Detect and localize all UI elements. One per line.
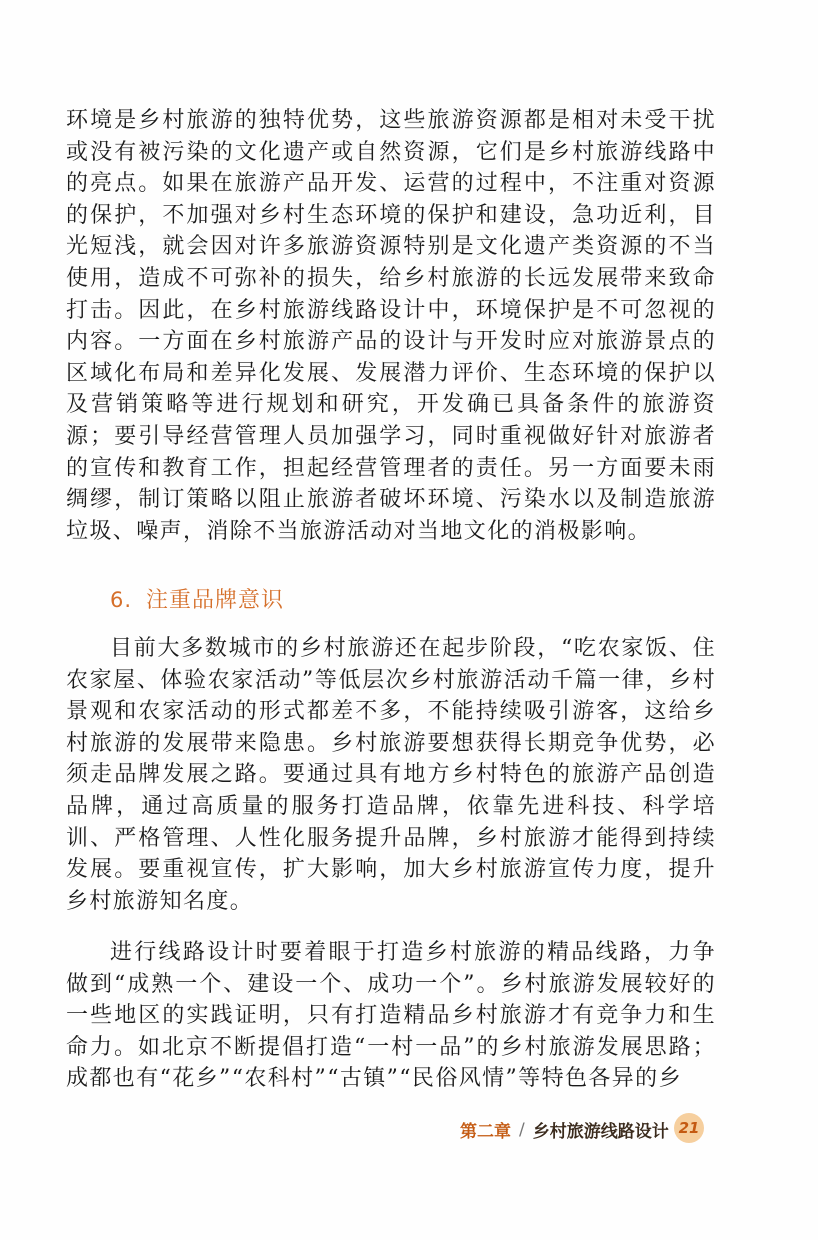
footer-separator: / — [519, 1119, 525, 1140]
footer-title: 乡村旅游线路设计 — [532, 1122, 669, 1142]
section-number: 6. — [110, 588, 133, 612]
paragraph: 环境是乡村旅游的独特优势，这些旅游资源都是相对未受干扰或没有被污染的文化遗产或自然资源，它们是乡村旅游线路中的亮点。如果在旅游产品开发、运营的过程中，不注重对资源的保护，不加强对乡村生态环境的保护和建设，急功近利，目光短浅，就会因对许多旅游资源特别是文化遗产类资源的不当使用，造成不可弥补的损失，给乡村旅游的长远发展带来致命打击。因此，在乡村旅游线路设计中，环境保护是不可忽视的内容。一方面在乡村旅游产品的设计与开发时应对旅游景点的区域化布局和差异化发展、发展潜力评价、生态环境的保护以及营销策略等进行规划和研究，开发确已具备条件的旅游资源；要引导经营管理人员加强学习，同时重视做好针对旅游者的宣传和教育工作，担起经营管理者的责任。另一方面要未雨绸缪，制订策略以阻止旅游者破坏环境、污染水以及制造旅游垃圾、噪声，消除不当旅游活动对当地文化的消极影响。 — [66, 108, 716, 544]
section-title: 注重品牌意识 — [146, 588, 285, 613]
paragraph: 进行线路设计时要着眼于打造乡村旅游的精品线路，力争做到“成熟一个、建设一个、成功一个”。乡村旅游发展较好的一些地区的实践证明，只有打造精品乡村旅游才有竞争力和生命力。如北京不断提倡打造“一村一品”的乡村旅游发展思路；成都也有“花乡”“农科村”“古镇”“民俗风情”等特色各异的乡 — [66, 940, 716, 1092]
paragraph: 目前大多数城市的乡村旅游还在起步阶段，“吃农家饭、住农家屋、体验农家活动”等低层次乡村旅游活动千篇一律，乡村景观和农家活动的形式都差不多，不能持续吸引游客，这给乡村旅游的发展带来隐患。乡村旅游要想获得长期竞争优势，必须走品牌发展之路。要通过具有地方乡村特色的旅游产品创造品牌，通过高质量的服务打造品牌，依靠先进科技、科学培训、严格管理、人性化服务提升品牌，乡村旅游才能得到持续发展。要重视宣传，扩大影响，加大乡村旅游宣传力度，提升乡村旅游知名度。 — [66, 636, 716, 914]
body-text-block-1 — [66, 105, 716, 547]
section-heading — [110, 583, 284, 614]
page-number: 21 — [678, 1119, 700, 1137]
page-footer — [460, 1117, 669, 1142]
page-number-badge — [674, 1113, 704, 1143]
footer-chapter: 第二章 — [460, 1122, 511, 1142]
body-text-block-3 — [66, 937, 716, 1095]
body-text-block-2 — [66, 633, 716, 917]
